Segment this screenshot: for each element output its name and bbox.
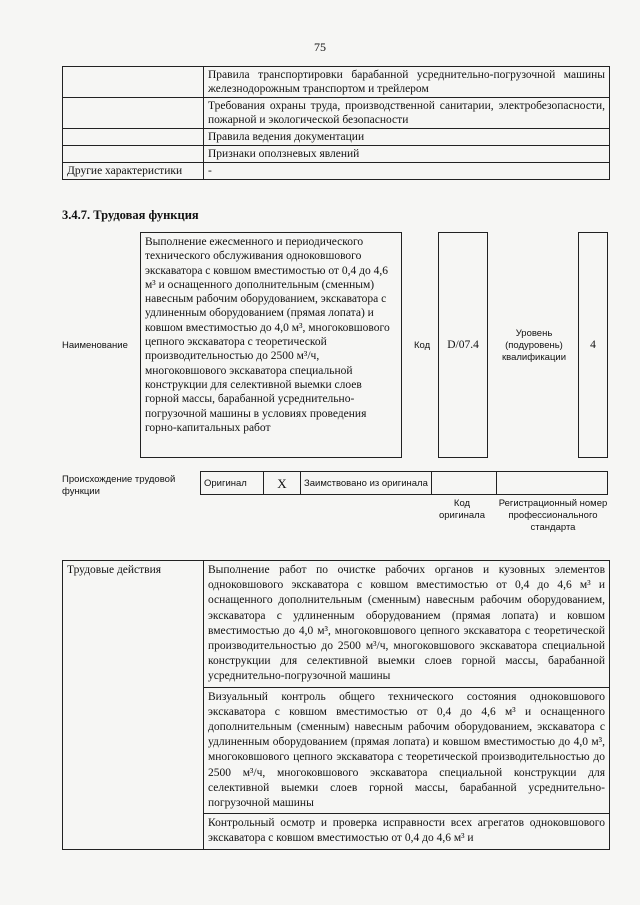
table-row bbox=[63, 67, 610, 98]
page-number: 75 bbox=[314, 40, 326, 54]
level-value: 4 bbox=[590, 339, 596, 351]
function-name-box: Выполнение ежесменного и периодического технического обслуживания одноковшового экскаватора с ковшом вместимостью от 0,4 до 4,6 м³ и оснащенного дополнительным (сменным) навесным рабочим оборудованием, экскаватора с удлиненным оборудованием (прямая лопата) и ковшом вместимостью до 4,0 м³, многоковшового цепного экскаватора с теоретической производительностью до 2500 м³/ч, многоковшового экскаватора специальной конструкции для селективной выемки слоев горной массы, барабанной усреднительно-погрузочной машины в условиях проведения горно-капитальных работ bbox=[140, 232, 402, 458]
row-label bbox=[63, 129, 204, 146]
level-box bbox=[578, 232, 608, 458]
code-value: D/07.4 bbox=[447, 339, 479, 351]
action-item: Визуальный контроль общего технического состояния одноковшового экскаватора с ковшом вместимостью от 0,4 до 4,6 м³ и оснащенного дополнительным (сменным) навесным рабочим оборудованием, экскаватора с удлиненным оборудованием (прямая лопата) и ковшом вместимостью до 4,0 м³, многоковшового цепного экскаватора с теоретической производительностью до 2500 м³/ч, многоковшового экскаватора специальной конструкции для селективной выемки слоев горной массы, барабанной усреднительно-погрузочной машины bbox=[204, 687, 610, 814]
row-label bbox=[63, 146, 204, 163]
row-label bbox=[63, 98, 204, 129]
code-box bbox=[438, 232, 488, 458]
table-row bbox=[63, 129, 610, 146]
original-label: Оригинал bbox=[201, 472, 264, 495]
labour-actions-table bbox=[62, 560, 610, 850]
row-label: Другие характеристики bbox=[63, 163, 204, 180]
row-text: Признаки оползневых явлений bbox=[204, 146, 610, 163]
table-row bbox=[63, 98, 610, 129]
code-original-cell bbox=[432, 472, 497, 495]
origin-label: Происхождение трудовой функции bbox=[62, 474, 176, 497]
section-title: 3.4.7. Трудовая функция bbox=[62, 208, 199, 222]
level-label: Уровень (подуровень) квалификации bbox=[501, 328, 567, 363]
row-text: Правила ведения документации bbox=[204, 129, 610, 146]
row-text: - bbox=[204, 163, 610, 180]
registration-number-cell bbox=[497, 472, 608, 495]
table-row bbox=[63, 146, 610, 163]
table-row bbox=[63, 163, 610, 180]
table-row bbox=[63, 561, 610, 688]
borrowed-label: Заимствовано из оригинала bbox=[301, 472, 432, 495]
registration-number-caption: Регистрационный номер профессионального стандарта bbox=[498, 498, 608, 533]
original-mark: X bbox=[264, 472, 301, 495]
row-text: Требования охраны труда, производственной санитарии, электробезопасности, пожарной и экологической безопасности bbox=[204, 98, 610, 129]
origin-table bbox=[200, 471, 608, 495]
actions-label: Трудовые действия bbox=[63, 561, 204, 850]
knowledge-table-continuation bbox=[62, 66, 610, 180]
row-label bbox=[63, 67, 204, 98]
name-label: Наименование bbox=[62, 340, 128, 351]
code-original-caption: Код оригинала bbox=[438, 498, 485, 521]
action-item: Контрольный осмотр и проверка исправности всех агрегатов одноковшового экскаватора с ковшом вместимостью от 0,4 до 4,6 м³ и bbox=[204, 814, 610, 849]
row-text: Правила транспортировки барабанной усреднительно-погрузочной машины железнодорожным транспортом и трейлером bbox=[204, 67, 610, 98]
code-label: Код bbox=[414, 340, 431, 351]
action-item: Выполнение работ по очистке рабочих органов и кузовных элементов одноковшового экскаватора с ковшом вместимостью от 0,4 до 4,6 м³ и оснащенного дополнительным (сменным) навесным рабочим оборудованием, экскаватора с удлиненным оборудованием (прямая лопата) и ковшом вместимостью до 4,0 м³, многоковшового цепного экскаватора с теоретической производительностью до 2500 м³/ч, многоковшового экскаватора специальной конструкции для селективной выемки слоев горной массы, барабанной усреднительно-погрузочной машины bbox=[204, 561, 610, 688]
table-row bbox=[201, 472, 608, 495]
